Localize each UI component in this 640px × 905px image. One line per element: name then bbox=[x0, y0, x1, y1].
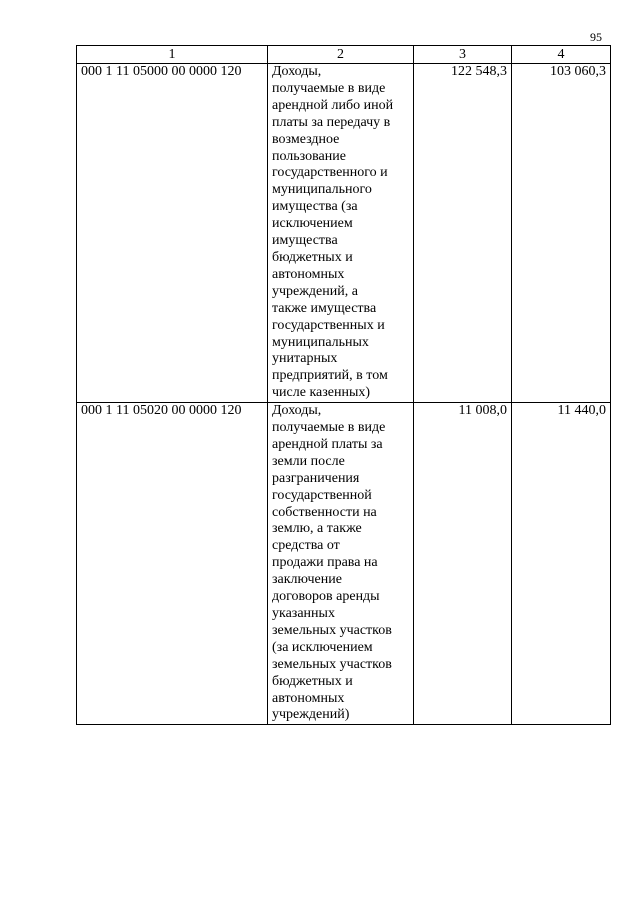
amount-col-4-cell: 11 440,0 bbox=[512, 403, 611, 725]
description-line: земельных участков bbox=[272, 656, 392, 672]
description-line: также имущества bbox=[272, 300, 377, 316]
description-line: заключение bbox=[272, 572, 342, 588]
table-row bbox=[77, 403, 611, 725]
header-col-3: 3 bbox=[414, 46, 512, 64]
description-line: получаемые в виде bbox=[272, 420, 386, 436]
description-line: автономных bbox=[272, 266, 345, 282]
header-col-4: 4 bbox=[512, 46, 611, 64]
amount-col-3-cell: 11 008,0 bbox=[414, 403, 512, 725]
description-line: Доходы, bbox=[272, 64, 322, 79]
description-line: имущества bbox=[272, 233, 338, 249]
description-line: государственной bbox=[272, 487, 372, 503]
description-line: бюджетных и bbox=[272, 673, 353, 689]
description-line: (за исключением bbox=[272, 639, 373, 655]
description-line: учреждений) bbox=[272, 707, 350, 723]
table-row bbox=[77, 64, 611, 403]
header-col-2: 2 bbox=[268, 46, 414, 64]
description-line: Доходы, bbox=[272, 403, 322, 419]
description-line: унитарных bbox=[272, 351, 338, 367]
amount-col-4-cell: 103 060,3 bbox=[512, 64, 611, 403]
description-line: государственного и bbox=[272, 165, 388, 181]
description-line: землю, а также bbox=[272, 521, 362, 537]
budget-table bbox=[76, 45, 611, 725]
page-number: 95 bbox=[590, 30, 602, 44]
description-line: продажи права на bbox=[272, 555, 378, 571]
description-line: государственных и bbox=[272, 317, 385, 333]
description-line: платы за передачу в bbox=[272, 114, 391, 130]
description-line: собственности на bbox=[272, 504, 377, 520]
description-line: возмездное bbox=[272, 131, 340, 147]
description-line: договоров аренды bbox=[272, 589, 380, 605]
amount-col-3-cell: 122 548,3 bbox=[414, 64, 512, 403]
description-line: земли после bbox=[272, 453, 345, 469]
description-cell bbox=[268, 403, 414, 725]
description-line: получаемые в виде bbox=[272, 80, 386, 96]
description-line: средства от bbox=[272, 538, 340, 554]
description-line: пользование bbox=[272, 148, 346, 164]
description-line: разграничения bbox=[272, 470, 360, 486]
description-line: предприятий, в том bbox=[272, 368, 388, 384]
table-header-row bbox=[77, 46, 611, 64]
budget-code-cell: 000 1 11 05020 00 0000 120 bbox=[77, 403, 268, 725]
description-line: бюджетных и bbox=[272, 249, 353, 265]
description-line: арендной платы за bbox=[272, 436, 383, 452]
description-line: земельных участков bbox=[272, 622, 392, 638]
description-line: числе казенных) bbox=[272, 385, 371, 401]
description-line: муниципальных bbox=[272, 334, 369, 350]
budget-code-cell: 000 1 11 05000 00 0000 120 bbox=[77, 64, 268, 403]
description-cell bbox=[268, 64, 414, 403]
description-line: имущества (за bbox=[272, 199, 358, 215]
description-line: автономных bbox=[272, 690, 345, 706]
description-line: учреждений, а bbox=[272, 283, 358, 299]
header-col-1: 1 bbox=[77, 46, 268, 64]
description-line: муниципального bbox=[272, 182, 372, 198]
description-line: указанных bbox=[272, 606, 335, 621]
description-line: исключением bbox=[272, 216, 353, 232]
description-line: арендной либо иной bbox=[272, 97, 394, 113]
